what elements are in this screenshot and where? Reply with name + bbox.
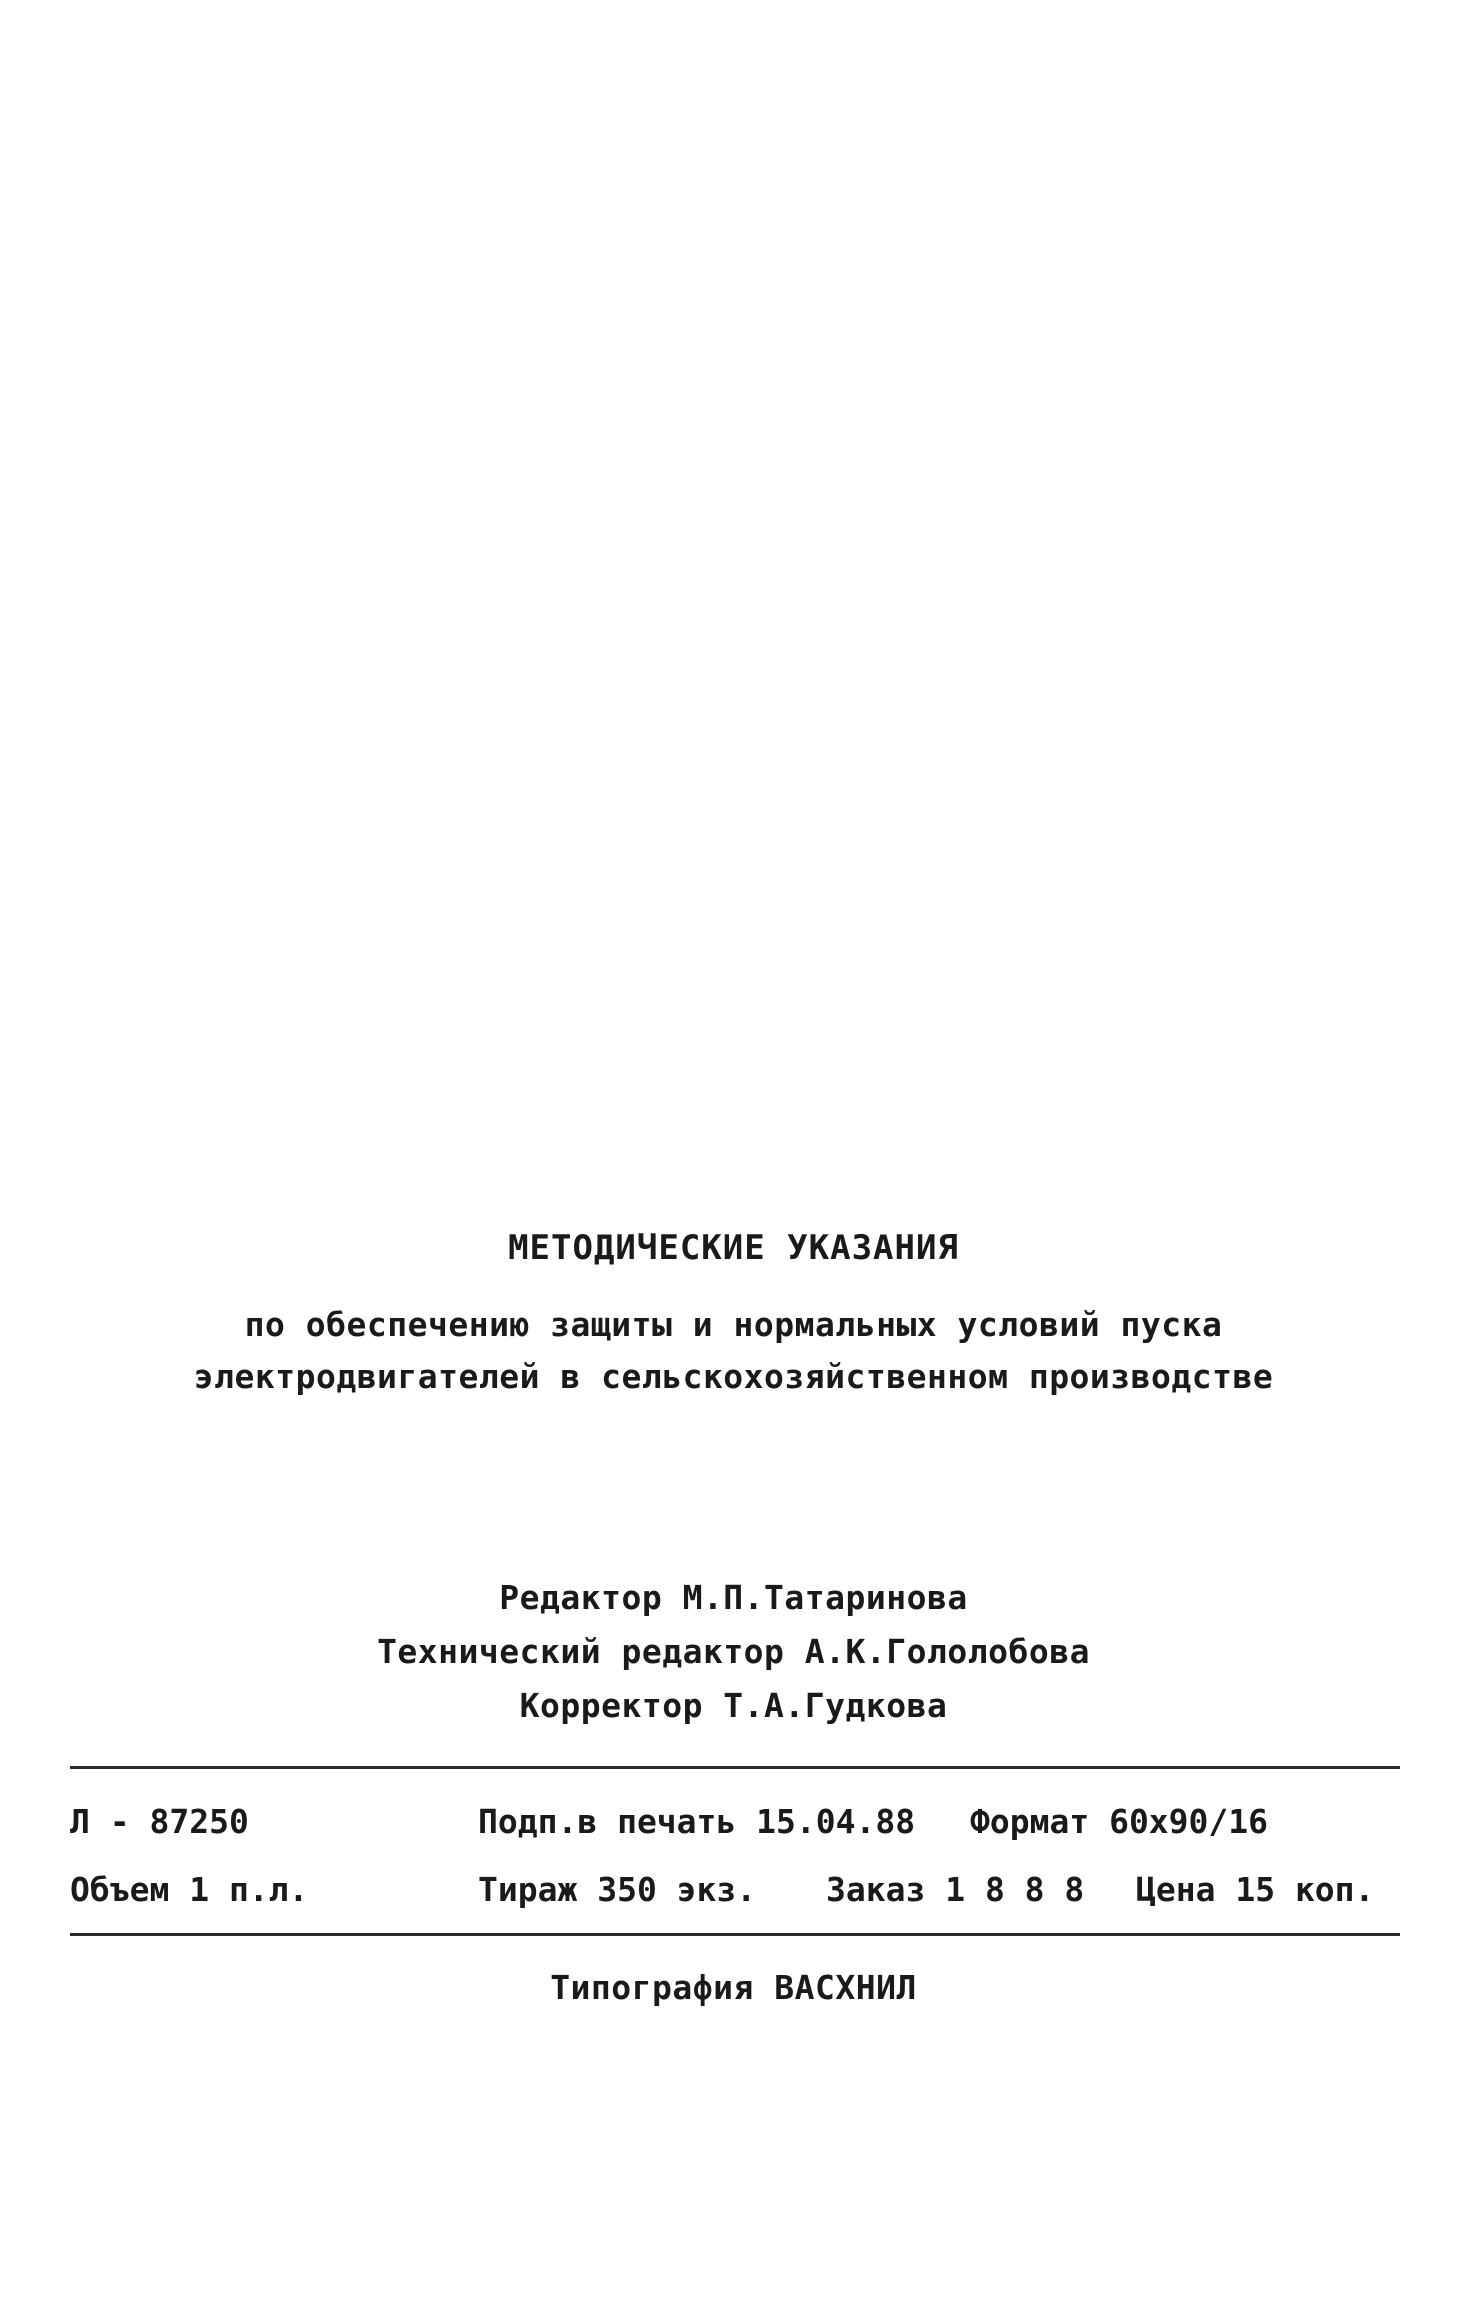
price: Цена 15 коп. [1136,1870,1375,1909]
signed-for-print: Подп.в печать 15.04.88 [478,1802,916,1841]
document-title: МЕТОДИЧЕСКИЕ УКАЗАНИЯ [508,1228,959,1268]
editor-credit: Редактор М.П.Татаринова [499,1578,968,1617]
document-subtitle-line-1: по обеспечению защиты и нормальных условий пуска [244,1305,1223,1344]
top-divider [70,1766,1400,1769]
volume: Объем 1 п.л. [70,1870,309,1909]
printing-house: Типография ВАСХНИЛ [550,1968,917,2007]
print-run: Тираж 350 экз. [478,1870,757,1909]
corrector-credit: Корректор Т.А.Гудкова [519,1686,948,1725]
license-number: Л - 87250 [70,1802,249,1841]
technical-editor-credit: Технический редактор А.К.Гололобова [377,1632,1090,1671]
paper-format: Формат 60х90/16 [970,1802,1269,1841]
document-subtitle-line-2: электродвигателей в сельскохозяйственном производстве [193,1357,1274,1396]
order-number: Заказ 1 8 8 8 [826,1870,1085,1909]
bottom-divider [70,1933,1400,1936]
